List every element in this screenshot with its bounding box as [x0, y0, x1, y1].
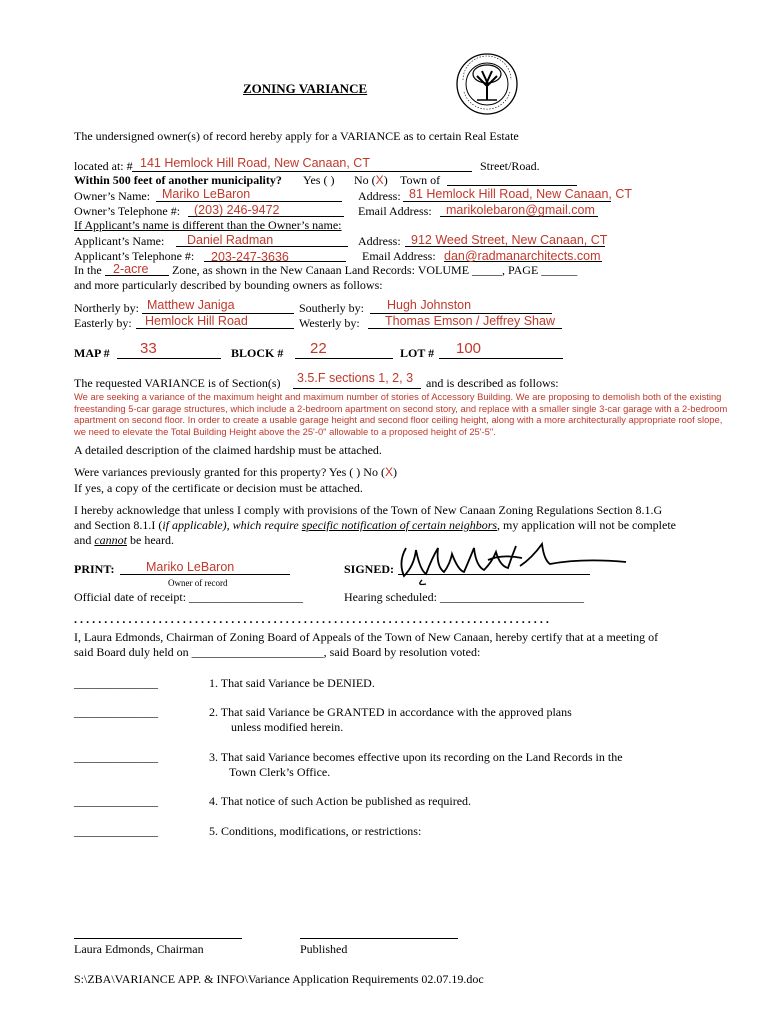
chairman-label: Laura Edmonds, Chairman — [74, 942, 204, 956]
southerly-label: Southerly by: — [299, 301, 364, 315]
section-line — [293, 388, 421, 389]
owner-address-value[interactable]: 81 Hemlock Hill Road, New Canaan, CT — [409, 187, 633, 201]
intro-text: The undersigned owner(s) of record hereby apply for a VARIANCE as to certain Real Estate — [74, 129, 519, 143]
town-of-line[interactable] — [447, 185, 577, 186]
print-label: PRINT: — [74, 562, 115, 576]
owner-name-value[interactable]: Mariko LeBaron — [162, 187, 251, 201]
map-value[interactable]: 33 — [140, 340, 157, 357]
easterly-label: Easterly by: — [74, 316, 132, 330]
northerly-label: Northerly by: — [74, 301, 139, 315]
vote-item-2-cont: unless modified herein. — [231, 720, 344, 734]
town-seal-logo — [455, 52, 519, 116]
vote-item-3: 3. That said Variance becomes effective upon its recording on the Land Records in the — [209, 750, 623, 764]
published-line[interactable] — [300, 938, 458, 939]
official-date-label[interactable]: Official date of receipt: ___________________ — [74, 590, 304, 604]
applicant-address-label: Address: — [358, 234, 401, 248]
vote-blank-2[interactable]: ______________ — [74, 705, 158, 719]
owner-name-line — [156, 201, 342, 202]
zone-value[interactable]: 2-acre — [113, 262, 149, 276]
within-500-no[interactable]: No (X) — [354, 173, 388, 187]
owner-of-record-caption: Owner of record — [168, 578, 228, 588]
vote-item-1: 1. That said Variance be DENIED. — [209, 676, 375, 690]
section-suffix: and is described as follows: — [426, 376, 559, 390]
applicant-phone-value[interactable]: 203-247-3636 — [211, 250, 289, 264]
vote-blank-1[interactable]: ______________ — [74, 676, 158, 690]
owner-phone-value[interactable]: (203) 246-9472 — [194, 203, 280, 217]
print-value[interactable]: Mariko LeBaron — [146, 560, 235, 574]
map-line — [117, 358, 221, 359]
town-of-label: Town of — [400, 173, 441, 187]
street-label: Street/Road. — [480, 159, 540, 173]
zone-text: Zone, as shown in the New Canaan Land Records: VOLUME _____, PAGE ______ — [172, 263, 578, 277]
westerly-value[interactable]: Thomas Emson / Jeffrey Shaw — [385, 314, 555, 328]
section-prefix: The requested VARIANCE is of Section(s) — [74, 376, 281, 390]
owner-phone-label: Owner’s Telephone #: — [74, 204, 181, 218]
vote-item-5: 5. Conditions, modifications, or restrictions: — [209, 824, 422, 838]
vote-item-2: 2. That said Variance be GRANTED in accordance with the approved plans — [209, 705, 572, 719]
section-value[interactable]: 3.5.F sections 1, 2, 3 — [297, 371, 414, 385]
within-500-label: Within 500 feet of another municipality? — [74, 173, 282, 187]
owner-address-line — [403, 201, 611, 202]
cert-line-2: said Board duly held on ______________________, said Board by resolution voted: — [74, 645, 481, 659]
prev-no-check-mark: X — [384, 465, 393, 479]
easterly-value[interactable]: Hemlock Hill Road — [145, 314, 248, 328]
lot-line — [439, 358, 563, 359]
applicant-email-value[interactable]: dan@radmanarchitects.com — [444, 249, 601, 263]
vote-item-4: 4. That notice of such Action be published as required. — [209, 794, 472, 808]
block-line — [295, 358, 393, 359]
vote-blank-5[interactable]: ______________ — [74, 824, 158, 838]
westerly-line — [368, 328, 562, 329]
lot-value[interactable]: 100 — [456, 340, 482, 357]
hardship-text: A detailed description of the claimed hardship must be attached. — [74, 443, 382, 457]
published-label: Published — [300, 942, 348, 956]
map-label: MAP # — [74, 346, 110, 360]
within-500-yes[interactable]: Yes ( ) — [303, 173, 335, 187]
applicant-email-label: Email Address: — [362, 249, 436, 263]
block-value[interactable]: 22 — [310, 340, 327, 357]
signed-label: SIGNED: — [344, 562, 395, 576]
print-line — [120, 574, 290, 575]
cert-line-1: I, Laura Edmonds, Chairman of Zoning Board of Appeals of the Town of New Canaan, hereby certify that at a meeting of — [74, 630, 659, 644]
page-title: ZONING VARIANCE — [243, 81, 368, 96]
owner-email-value[interactable]: marikolebaron@gmail.com — [446, 203, 595, 217]
located-at-line — [132, 171, 472, 172]
chairman-signature-line[interactable] — [74, 938, 242, 939]
applicant-name-label: Applicant’s Name: — [74, 234, 165, 248]
variance-description[interactable]: We are seeking a variance of the maximum height and maximum number of stories of Accessory Building. We are proposing to demolish both of the existing freestanding 5-car garage structures, which include a 2-bedroom apartment on second story, and replace with a smaller single 3-car garage with a 2-bedroom apartment on second floor. In order to create a usable garage height and second floor ceiling height, along with a more architecturally appropriate roof slope, we need to elevate the Total Building Height above the 25'-0" allowable to a proposed height of 25'-5". — [74, 391, 728, 437]
lot-label: LOT # — [400, 346, 435, 360]
northerly-value[interactable]: Matthew Janiga — [147, 298, 235, 312]
owner-address-label: Address: — [358, 189, 401, 203]
block-label: BLOCK # — [231, 346, 284, 360]
applicant-phone-label: Applicant’s Telephone #: — [74, 249, 195, 263]
in-the-label: In the — [74, 263, 102, 277]
applicant-address-value[interactable]: 912 Weed Street, New Canaan, CT — [411, 233, 608, 247]
bounding-text: and more particularly described by bounding owners as follows: — [74, 278, 383, 292]
vote-item-3-cont: Town Clerk’s Office. — [229, 765, 331, 779]
owner-name-label: Owner’s Name: — [74, 189, 151, 203]
westerly-label: Westerly by: — [299, 316, 360, 330]
located-at-value[interactable]: 141 Hemlock Hill Road, New Canaan, CT — [140, 156, 370, 170]
southerly-value[interactable]: Hugh Johnston — [387, 298, 472, 312]
prev-copy-text: If yes, a copy of the certificate or decision must be attached. — [74, 481, 363, 495]
hearing-label[interactable]: Hearing scheduled: ________________________ — [344, 590, 584, 604]
vote-blank-3[interactable]: ______________ — [74, 750, 158, 764]
ack-line-1: I hereby acknowledge that unless I comply with provisions of the Town of New Canaan Zoning Regulations Section 8.1.G — [74, 503, 663, 517]
if-applicant-label: If Applicant’s name is different than the Owner’s name: — [74, 218, 342, 232]
dotted-separator: ............................................................................... — [74, 612, 552, 626]
signature-image — [392, 536, 628, 586]
ack-line-2: and Section 8.1.I (if applicable), which require specific notification of certain neighbors, my application will not be complete — [74, 518, 677, 532]
ack-line-3: and cannot be heard. — [74, 533, 174, 547]
applicant-name-value[interactable]: Daniel Radman — [187, 233, 274, 247]
footer-file-path: S:\ZBA\VARIANCE APP. & INFO\Variance Application Requirements 02.07.19.doc — [74, 972, 484, 986]
no-check-mark: X — [375, 173, 384, 187]
prev-variance-question: Were variances previously granted for this property? Yes ( ) No (X) — [74, 465, 397, 479]
vote-blank-4[interactable]: ______________ — [74, 794, 158, 808]
owner-email-label: Email Address: — [358, 204, 432, 218]
easterly-line — [136, 328, 294, 329]
located-at-label: located at: # — [74, 159, 133, 173]
